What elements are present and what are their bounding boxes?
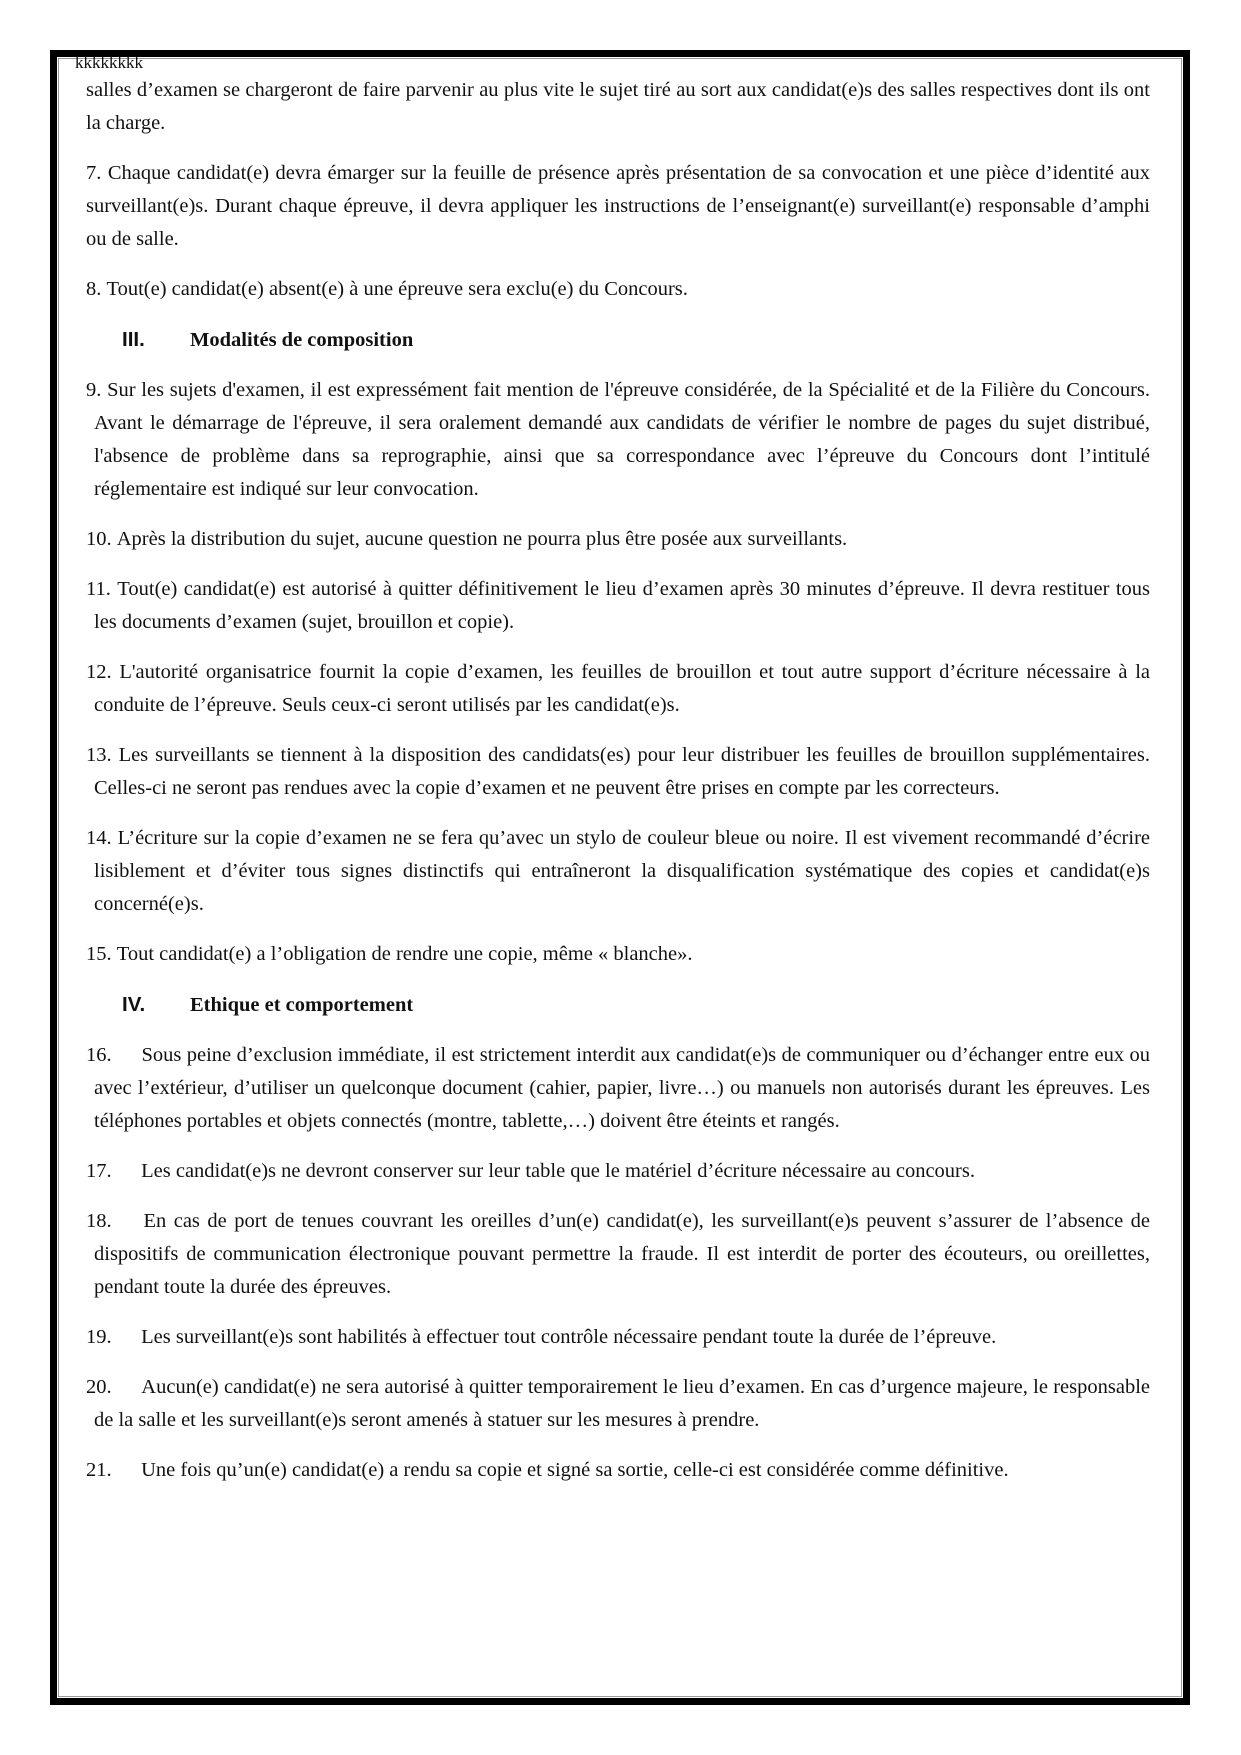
item-number: 12.	[86, 661, 112, 683]
list-item	[86, 1321, 1150, 1354]
item-text: Tout(e) candidat(e) est autorisé à quitter définitivement le lieu d’examen après 30 minutes d’épreuve. Il devra restituer tous les documents d’examen (sujet, brouillon et copie).	[94, 578, 1150, 633]
item-number: 9.	[86, 379, 102, 401]
item-text: Les candidat(e)s ne devront conserver sur leur table que le matériel d’écriture nécessaire au concours.	[141, 1160, 975, 1182]
item-text: Tout(e) candidat(e) absent(e) à une épreuve sera exclu(e) du Concours.	[106, 278, 688, 300]
list-item	[86, 938, 1150, 971]
continuation-paragraph: salles d’examen se chargeront de faire parvenir au plus vite le sujet tiré au sort aux candidat(e)s des salles respectives dont ils ont la charge.	[86, 79, 1150, 134]
list-item	[86, 1371, 1150, 1437]
item-text: Chaque candidat(e) devra émarger sur la feuille de présence après présentation de sa convocation et une pièce d’identité aux surveillant(e)s. Durant chaque épreuve, il devra appliquer les instructions de l’enseignant(e) surveillant(e) responsable d’amphi ou de salle.	[86, 162, 1151, 250]
list-item	[86, 656, 1150, 722]
item-text: Une fois qu’un(e) candidat(e) a rendu sa copie et signé sa sortie, celle-ci est considérée comme définitive.	[141, 1459, 1009, 1481]
list-item	[86, 374, 1150, 506]
list-item	[86, 1155, 1150, 1188]
list-item	[86, 1205, 1150, 1304]
item-text: Aucun(e) candidat(e) ne sera autorisé à quitter temporairement le lieu d’examen. En cas d’urgence majeure, le responsable de la salle et les surveillant(e)s seront amenés à statuer sur les mesures à prendre.	[94, 1376, 1150, 1431]
list-item	[86, 157, 1150, 256]
section-title: Ethique et comportement	[190, 994, 414, 1016]
item-number: 17.	[86, 1160, 112, 1182]
item-text: L’écriture sur la copie d’examen ne se fera qu’avec un stylo de couleur bleue ou noire. Il est vivement recommandé d’écrire lisiblement et d’éviter tous signes distinctifs qui entraîneront la disqualification systématique des copies et candidat(e)s concerné(e)s.	[94, 827, 1150, 915]
item-number: 7.	[86, 162, 102, 184]
item-number: 10.	[86, 528, 112, 550]
list-item	[86, 1039, 1150, 1138]
document-body	[86, 56, 1150, 1504]
item-number: 8.	[86, 278, 102, 300]
list-item	[86, 523, 1150, 556]
item-number: 14.	[86, 827, 112, 849]
list-item	[86, 822, 1150, 921]
item-number: 15.	[86, 943, 112, 965]
rules-list-admission	[86, 157, 1150, 306]
item-text: Après la distribution du sujet, aucune question ne pourra plus être posée aux surveillants.	[116, 528, 848, 550]
list-item	[86, 273, 1150, 306]
list-item	[86, 1454, 1150, 1487]
item-text: Les surveillant(e)s sont habilités à effectuer tout contrôle nécessaire pendant toute la durée de l’épreuve.	[141, 1326, 997, 1348]
rules-list-ethics	[86, 1039, 1150, 1487]
section-number: III.	[122, 328, 145, 351]
rules-list-composition	[86, 374, 1150, 971]
section-number: IV.	[122, 993, 146, 1016]
list-item	[86, 739, 1150, 805]
item-number: 20.	[86, 1376, 112, 1398]
item-text: En cas de port de tenues couvrant les oreilles d’un(e) candidat(e), les surveillant(e)s peuvent s’assurer de l’absence de dispositifs de communication électronique pouvant permettre la fraude. Il est interdit de porter des écouteurs, ou oreillettes, pendant toute la durée des épreuves.	[94, 1210, 1150, 1298]
item-text: Tout candidat(e) a l’obligation de rendre une copie, même « blanche».	[116, 943, 693, 965]
item-number: 16.	[86, 1044, 112, 1066]
section-heading-4	[86, 988, 1150, 1022]
item-number: 13.	[86, 744, 112, 766]
item-number: 18.	[86, 1210, 112, 1232]
item-text: Les surveillants se tiennent à la disposition des candidats(es) pour leur distribuer les feuilles de brouillon supplémentaires. Celles-ci ne seront pas rendues avec la copie d’examen et ne peuvent être prises en compte par les correcteurs.	[94, 744, 1150, 799]
item-text: Sous peine d’exclusion immédiate, il est strictement interdit aux candidat(e)s de communiquer ou d’échanger entre eux ou avec l’extérieur, d’utiliser un quelconque document (cahier, papier, livre…) ou manuels non autorisés durant les épreuves. Les téléphones portables et objets connectés (montre, tablette,…) doivent être éteints et rangés.	[94, 1044, 1151, 1132]
item-text: L'autorité organisatrice fournit la copie d’examen, les feuilles de brouillon et tout autre support d’écriture nécessaire à la conduite de l’épreuve. Seuls ceux-ci seront utilisés par les candidat(e)s.	[94, 661, 1151, 716]
section-heading-3	[86, 323, 1150, 357]
header-mark: kkkkkkkk	[75, 53, 143, 72]
section-title: Modalités de composition	[190, 329, 414, 351]
item-number: 11.	[86, 578, 111, 600]
item-text: Sur les sujets d'examen, il est expressément fait mention de l'épreuve considérée, de la Spécialité et de la Filière du Concours. Avant le démarrage de l'épreuve, il sera oralement demandé aux candidats de vérifier le nombre de pages du sujet distribué, l'absence de problème dans sa reprographie, ainsi que sa correspondance avec l’épreuve du Concours dont l’intitulé réglementaire est indiqué sur leur convocation.	[94, 379, 1151, 500]
list-item	[86, 573, 1150, 639]
item-number: 21.	[86, 1459, 112, 1481]
item-number: 19.	[86, 1326, 112, 1348]
